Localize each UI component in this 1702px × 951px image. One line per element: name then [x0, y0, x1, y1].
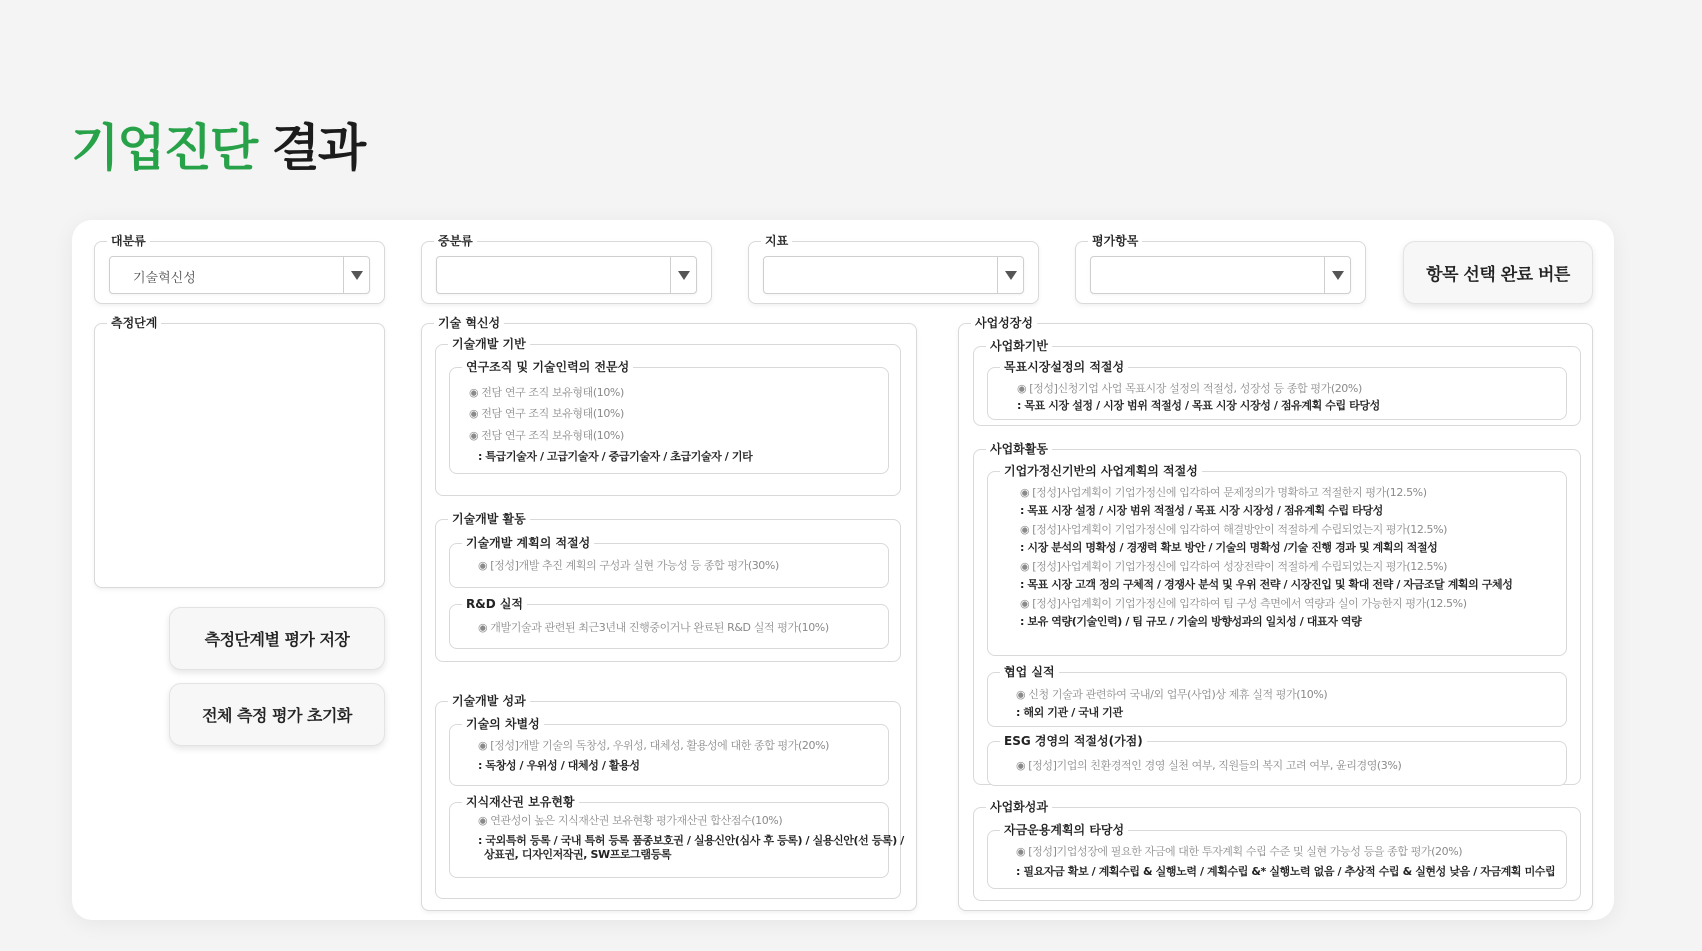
biz-base-group — [973, 339, 1581, 426]
indicator-select[interactable] — [763, 256, 1024, 294]
ip-item: ◉ 연관성이 높은 지식재산권 보유현황 평가재산권 합산점수(10%) — [478, 814, 783, 827]
entrepreneur-plan-label: 기업가정신기반의 사업계획의 적절성 — [1000, 462, 1202, 480]
biz-base-label: 사업화기반 — [986, 337, 1052, 355]
dev-plan-label: 기술개발 계획의 적절성 — [462, 534, 594, 552]
dev-plan-item: ◉ [정성]개발 추진 계획의 구성과 실현 가능성 등 종합 평가(30%) — [478, 559, 779, 572]
biz-growth-label: 사업성장성 — [971, 314, 1037, 332]
fund-plan-label: 자금운용계획의 타당성 — [1000, 821, 1128, 839]
eval-item-group — [1075, 234, 1366, 304]
research-org-label: 연구조직 및 기술인력의 전문성 — [462, 358, 633, 376]
tech-innovation-label: 기술 혁신성 — [434, 314, 504, 332]
research-org-item-3: ◉ 전담 연구 조직 보유형태(10%) — [469, 429, 624, 442]
entrepreneur-plan-item-1: ◉ [정성]사업계획이 기업가정신에 입각하여 문제정의가 명확하고 적절한지 평가(12.5%) — [1020, 486, 1427, 499]
reset-all-eval-button[interactable]: 전체 측정 평가 초기화 — [169, 683, 385, 746]
save-stage-eval-button[interactable]: 측정단계별 평가 저장 — [169, 607, 385, 670]
tech-base-group — [435, 337, 901, 496]
ip-note-2: 상표권, 디자인저작권, SW프로그램등록 — [484, 848, 672, 861]
major-category-label: 대분류 — [107, 232, 150, 250]
eval-item-label: 평가항목 — [1088, 232, 1142, 250]
entrepreneur-plan-note-4: : 보유 역량(기술인력) / 팀 규모 / 기술의 방향성과의 일치성 / 대표자 역량 — [1020, 615, 1362, 628]
biz-activity-label: 사업화활동 — [986, 440, 1052, 458]
tech-activity-label: 기술개발 활동 — [448, 510, 530, 528]
page-title-accent: 기업진단 — [71, 119, 257, 177]
target-market-note: : 목표 시장 설정 / 시장 범위 적절성 / 목표 시장 시장성 / 점유계획 수립 타당성 — [1017, 399, 1380, 412]
middle-category-label: 중분류 — [434, 232, 477, 250]
ip-note-1: : 국외특허 등록 / 국내 특허 등록 품종보호권 / 실용신안(심사 후 등록) / 실용신안(선 등록) / — [478, 834, 904, 847]
major-category-value: 기술혁신성 — [133, 271, 196, 286]
eval-item-dropdown-arrow[interactable] — [1324, 257, 1350, 293]
research-org-note: : 특급기술자 / 고급기술자 / 중급기술자 / 초급기술자 / 기타 — [478, 450, 753, 463]
tech-diff-item: ◉ [정성]개발 기술의 독창성, 우위성, 대체성, 활용성에 대한 종합 평가(20%) — [478, 739, 830, 752]
tech-base-label: 기술개발 기반 — [448, 335, 530, 353]
coop-label: 협업 실적 — [1000, 663, 1059, 681]
measurement-stage-label: 측정단계 — [107, 314, 161, 332]
biz-result-label: 사업화성과 — [986, 798, 1052, 816]
fund-plan-item: ◉ [정성]기업성장에 필요한 자금에 대한 투자계획 수립 수준 및 실현 가능성 등을 종합 평가(20%) — [1016, 845, 1463, 858]
middle-category-group — [421, 234, 712, 304]
esg-item: ◉ [정성]기업의 친환경적인 경영 실천 여부, 직원들의 복지 고려 여부, 윤리경영(3%) — [1016, 759, 1402, 772]
tech-innovation-panel — [421, 316, 917, 911]
target-market-box — [987, 360, 1567, 420]
tech-result-group — [435, 694, 904, 899]
page-title-rest: 결과 — [271, 119, 365, 177]
middle-category-dropdown-arrow[interactable] — [670, 257, 696, 293]
middle-category-select[interactable] — [436, 256, 697, 294]
indicator-label: 지표 — [761, 232, 792, 250]
esg-box — [987, 734, 1567, 786]
indicator-group — [748, 234, 1039, 304]
rnd-label: R&D 실적 — [462, 595, 527, 613]
esg-label: ESG 경영의 적절성(가점) — [1000, 732, 1147, 750]
entrepreneur-plan-item-3: ◉ [정성]사업계획이 기업가정신에 입각하여 성장전략이 적절하게 수립되었는지 평가(12.5%) — [1020, 560, 1448, 573]
fund-plan-box — [987, 823, 1567, 889]
tech-diff-label: 기술의 차별성 — [462, 715, 544, 733]
major-category-select[interactable] — [109, 256, 370, 294]
dev-plan-box — [449, 536, 889, 588]
chevron-down-icon — [351, 271, 363, 280]
ip-label: 지식재산권 보유현황 — [462, 793, 579, 811]
tech-diff-note: : 독창성 / 우위성 / 대체성 / 활용성 — [478, 759, 640, 772]
biz-activity-group — [973, 442, 1581, 785]
coop-item: ◉ 신청 기술과 관련하여 국내/외 업무(사업)상 제휴 실적 평가(10%) — [1016, 688, 1328, 701]
chevron-down-icon — [1005, 271, 1017, 280]
complete-selection-button[interactable]: 항목 선택 완료 버튼 — [1403, 241, 1593, 304]
entrepreneur-plan-note-2: : 시장 분석의 명확성 / 경쟁력 확보 방안 / 기술의 명확성 /기술 진행 경과 및 계획의 적절성 — [1020, 541, 1438, 554]
entrepreneur-plan-note-3: : 목표 시장 고객 정의 구체적 / 경쟁사 분석 및 우위 전략 / 시장진입 및 확대 전략 / 자금조달 계획의 구체성 — [1020, 578, 1513, 591]
major-category-dropdown-arrow[interactable] — [343, 257, 369, 293]
target-market-label: 목표시장설정의 적절성 — [1000, 358, 1128, 376]
chevron-down-icon — [678, 271, 690, 280]
chevron-down-icon — [1332, 271, 1344, 280]
eval-item-select[interactable] — [1090, 256, 1351, 294]
tech-diff-box — [449, 717, 889, 786]
tech-result-label: 기술개발 성과 — [448, 692, 530, 710]
rnd-item: ◉ 개발기술과 관련된 최근3년내 진행중이거나 완료된 R&D 실적 평가(10%) — [478, 621, 829, 634]
coop-note: : 해외 기관 / 국내 기관 — [1016, 706, 1123, 719]
research-org-item-2: ◉ 전담 연구 조직 보유형태(10%) — [469, 407, 624, 420]
entrepreneur-plan-box — [987, 464, 1567, 656]
biz-result-group — [973, 800, 1581, 901]
entrepreneur-plan-note-1: : 목표 시장 설정 / 시장 범위 적절성 / 목표 시장 시장성 / 점유계획 수립 타당성 — [1020, 504, 1383, 517]
tech-activity-group — [435, 512, 901, 662]
research-org-box — [449, 360, 889, 474]
biz-growth-panel — [958, 316, 1593, 911]
page-title — [71, 116, 364, 180]
indicator-dropdown-arrow[interactable] — [997, 257, 1023, 293]
target-market-item: ◉ [정성]신청기업 사업 목표시장 설정의 적절성, 성장성 등 종합 평가(20%) — [1017, 382, 1362, 395]
diagnosis-card — [72, 220, 1614, 920]
major-category-group — [94, 234, 385, 304]
entrepreneur-plan-item-2: ◉ [정성]사업계획이 기업가정신에 입각하여 해결방안이 적절하게 수립되었는지 평가(12.5%) — [1020, 523, 1448, 536]
research-org-item-1: ◉ 전담 연구 조직 보유형태(10%) — [469, 386, 624, 399]
measurement-stage-panel — [94, 316, 385, 588]
fund-plan-note: : 필요자금 확보 / 계획수립 & 실행노력 / 계획수립 &* 실행노력 없음 / 추상적 수립 & 실현성 낮음 / 자금계획 미수립 — [1016, 865, 1556, 878]
rnd-box — [449, 597, 889, 649]
entrepreneur-plan-item-4: ◉ [정성]사업계획이 기업가정신에 입각하여 팀 구성 측면에서 역량과 실이 가능한지 평가(12.5%) — [1020, 597, 1467, 610]
coop-box — [987, 665, 1567, 727]
ip-box — [449, 795, 904, 878]
